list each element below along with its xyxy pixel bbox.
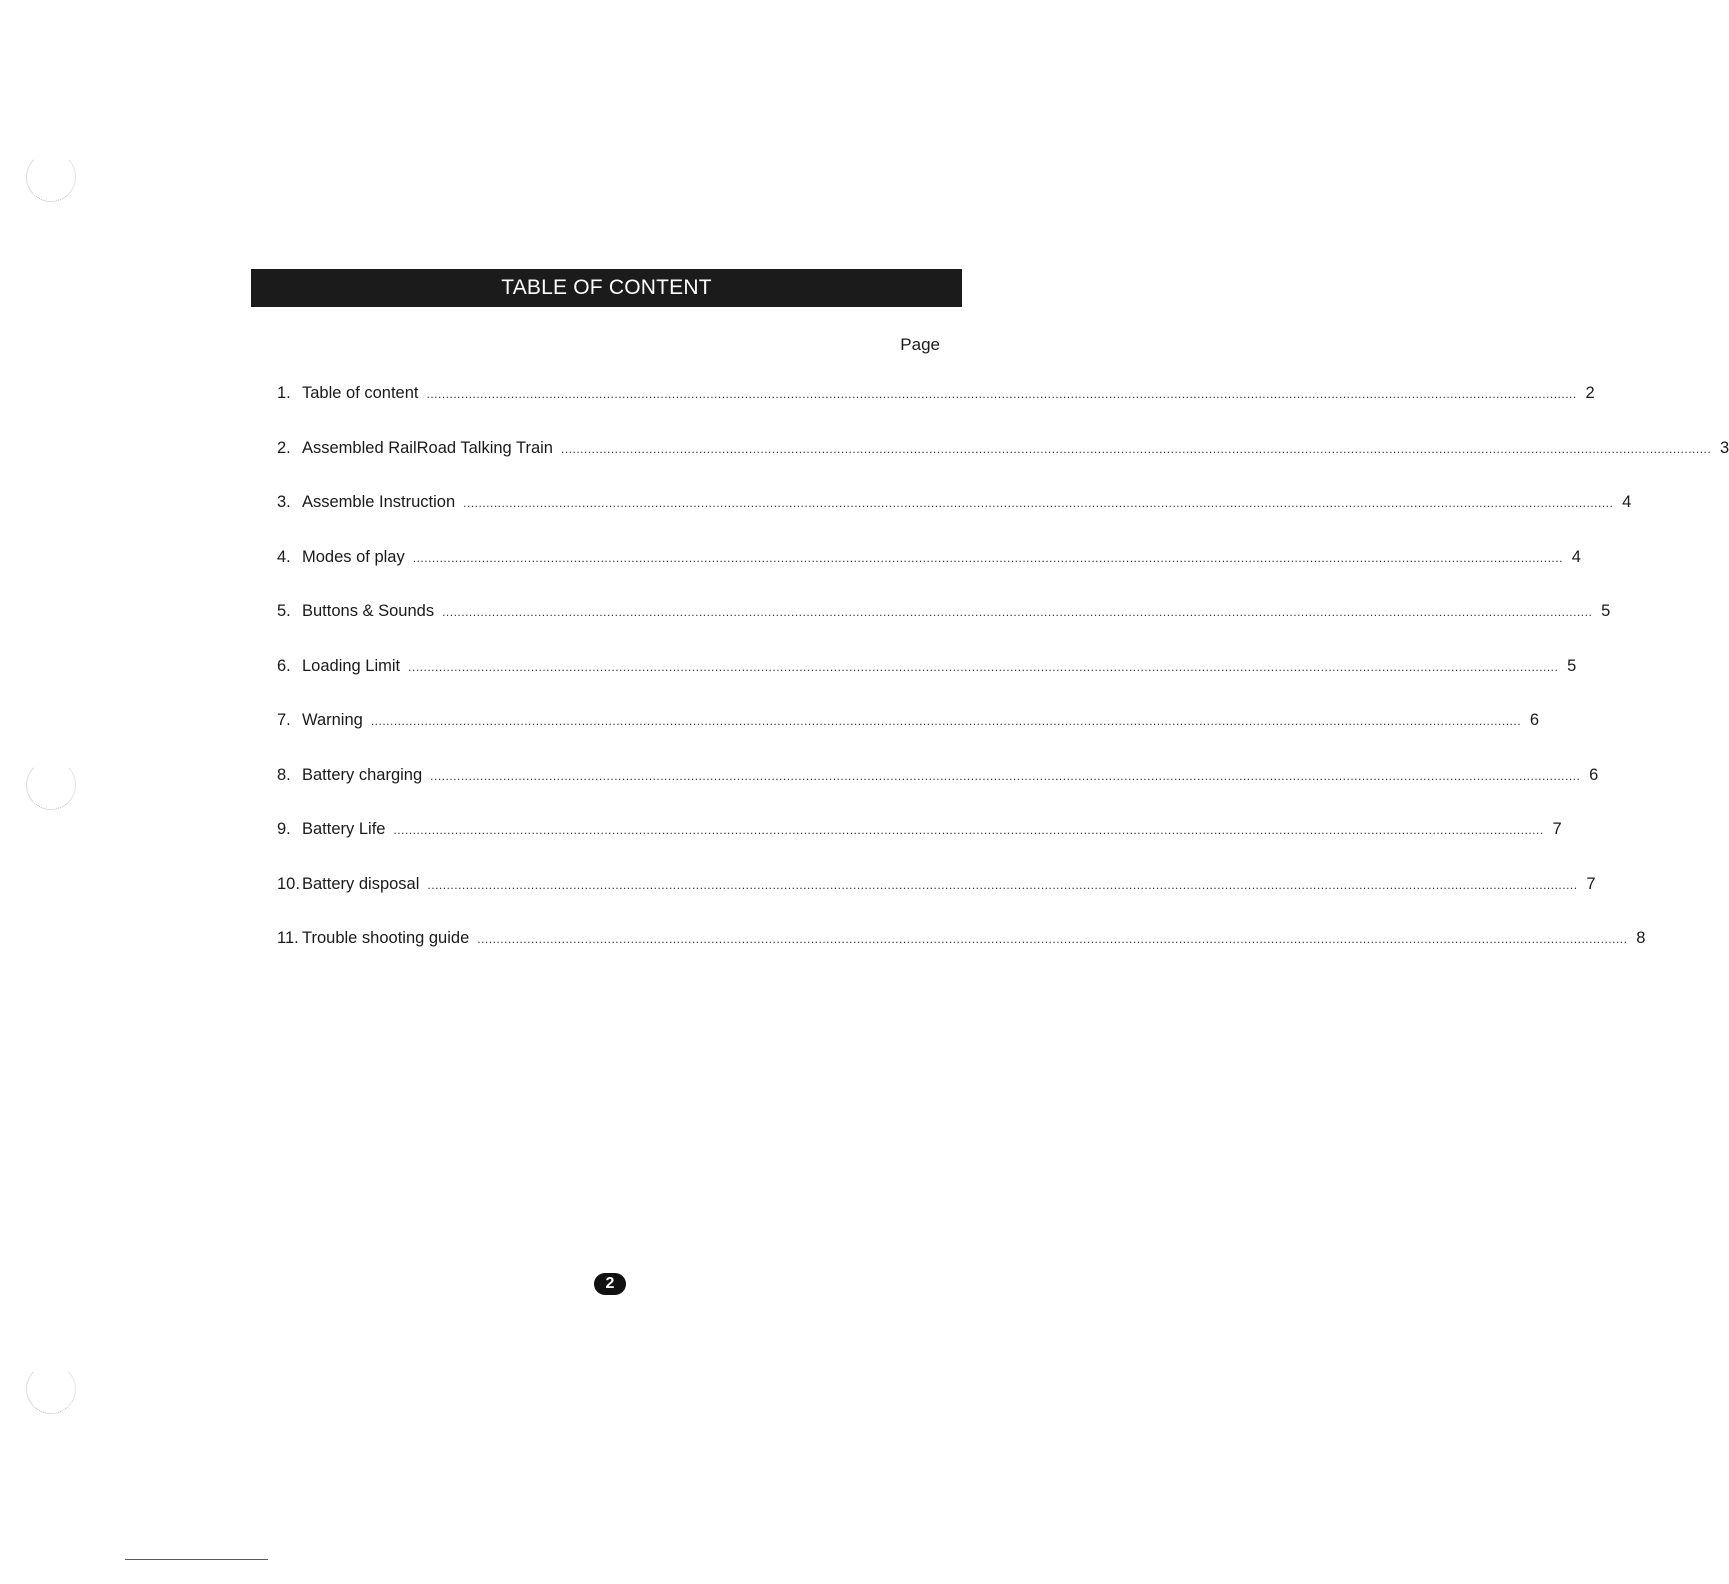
toc-entry-title: Table of content [302, 384, 419, 402]
toc-entry[interactable] [277, 384, 1595, 439]
toc-entry-number: 3. [277, 493, 291, 511]
toc-entry-page: 5 [1567, 656, 1577, 675]
toc-entry-number: 5. [277, 602, 291, 620]
toc-entry-page: 4 [1571, 547, 1581, 566]
toc-entry-number: 8. [277, 765, 291, 784]
toc-entry-page: 6 [1529, 711, 1540, 729]
toc-entry[interactable] [277, 711, 1540, 766]
toc-entry-number: 1. [277, 384, 291, 402]
toc-entry-title: Battery disposal [302, 874, 420, 893]
toc-entry-title: Warning [302, 711, 363, 729]
toc-leader-dots: ............................................................................................................................................................................................................................................................................................................ [370, 714, 1522, 728]
toc-entry-page: 5 [1601, 602, 1611, 620]
binder-hole-top [26, 152, 76, 202]
toc-entry-title: Trouble shooting guide [302, 929, 470, 947]
toc-entry-page: 2 [1585, 384, 1595, 402]
toc-leader-dots: ............................................................................................................................................................................................................................................................................................................ [408, 659, 1559, 674]
toc-entry[interactable] [277, 656, 1577, 712]
toc-leader-dots: ............................................................................................................................................................................................................................................................................................................ [463, 496, 1614, 510]
toc-entry[interactable] [277, 874, 1596, 930]
binder-hole-bottom [26, 1364, 76, 1414]
toc-entry[interactable] [277, 438, 1729, 494]
toc-leader-dots: ............................................................................................................................................................................................................................................................................................................ [427, 877, 1578, 892]
toc-entry-page: 4 [1622, 493, 1632, 511]
page-number: 2 [605, 1275, 615, 1292]
toc-entry[interactable] [277, 547, 1581, 603]
toc-entry-number: 4. [277, 547, 291, 566]
toc-entry-title: Loading Limit [302, 656, 401, 675]
toc-leader-dots: ............................................................................................................................................................................................................................................................................................................ [442, 605, 1593, 619]
toc-header-bar [251, 269, 962, 307]
toc-entry-number: 2. [277, 438, 291, 457]
toc-entry-number: 9. [277, 820, 291, 838]
toc-entry[interactable] [277, 820, 1562, 875]
toc-leader-dots: ............................................................................................................................................................................................................................................................................................................ [430, 768, 1581, 783]
toc-entry[interactable] [277, 493, 1632, 548]
toc-entry-number: 11. [277, 929, 299, 947]
page-number-badge [594, 1273, 626, 1295]
toc-entry-page: 7 [1552, 820, 1562, 838]
toc-entry-page: 3 [1720, 438, 1729, 457]
page-column-label: Page [900, 335, 940, 354]
toc-entry[interactable] [277, 929, 1646, 984]
toc-entry-title: Battery Life [302, 820, 386, 838]
toc-leader-dots: ............................................................................................................................................................................................................................................................................................................ [477, 932, 1628, 946]
toc-leader-dots: ............................................................................................................................................................................................................................................................................................................ [412, 550, 1563, 565]
toc-entry-title: Assemble Instruction [302, 493, 456, 511]
toc-entry-number: 6. [277, 656, 291, 675]
toc-list [277, 384, 1729, 984]
toc-entry-number: 7. [277, 711, 291, 729]
binder-hole-middle [26, 760, 76, 810]
toc-leader-dots: ............................................................................................................................................................................................................................................................................................................ [393, 823, 1544, 837]
footer-rule [125, 1559, 268, 1560]
toc-entry-page: 6 [1589, 765, 1599, 784]
toc-entry-title: Battery charging [302, 765, 423, 784]
toc-entry-number: 10. [277, 874, 300, 893]
toc-entry-title: Assembled RailRoad Talking Train [302, 438, 553, 457]
toc-leader-dots: ............................................................................................................................................................................................................................................................................................................ [426, 387, 1577, 401]
toc-entry-title: Modes of play [302, 547, 405, 566]
toc-header-title: TABLE OF CONTENT [501, 276, 712, 299]
toc-entry[interactable] [277, 602, 1611, 657]
toc-entry-page: 7 [1586, 874, 1596, 893]
toc-entry[interactable] [277, 765, 1599, 821]
toc-leader-dots: ............................................................................................................................................................................................................................................................................................................ [561, 441, 1712, 456]
toc-entry-page: 8 [1636, 929, 1646, 947]
toc-entry-title: Buttons & Sounds [302, 602, 435, 620]
